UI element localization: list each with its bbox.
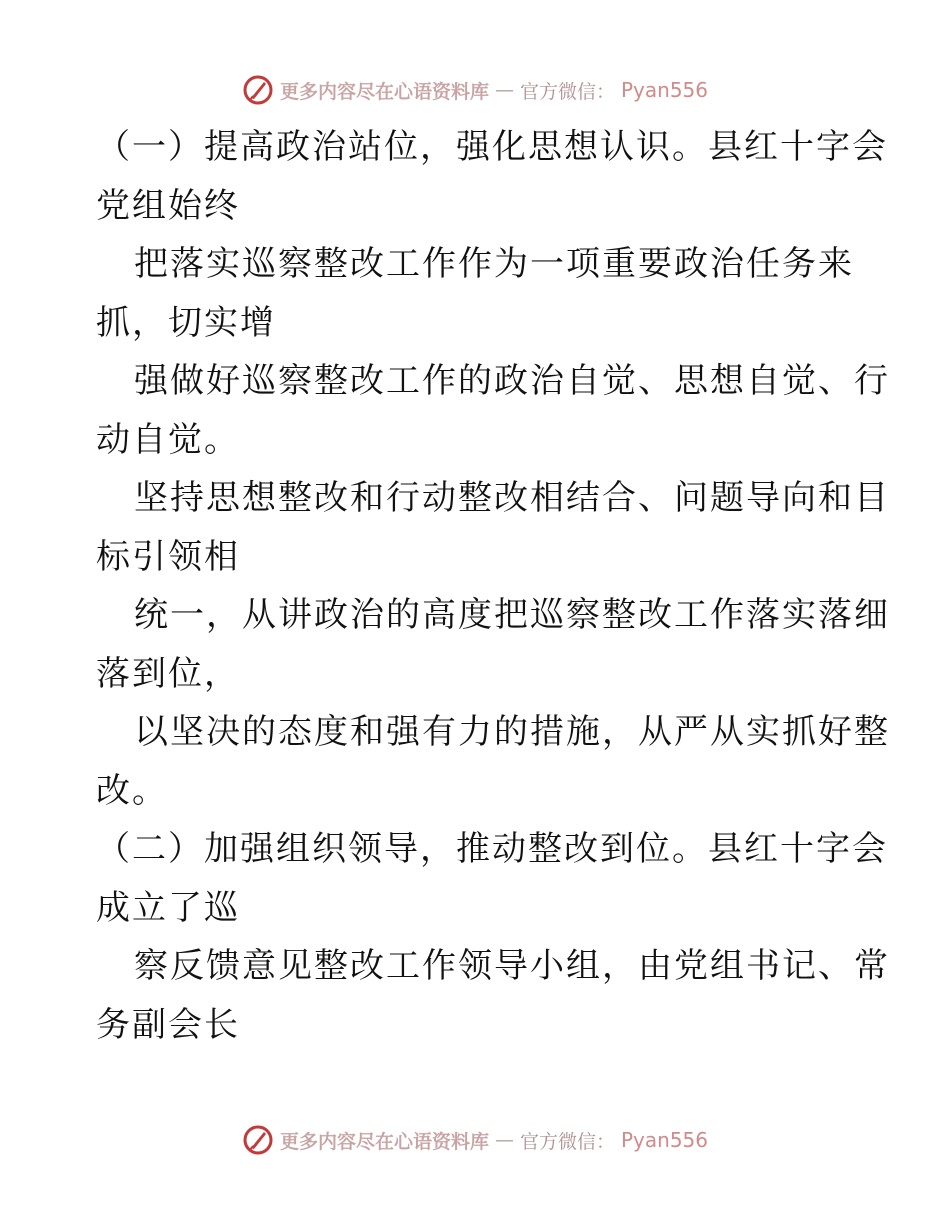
quill-logo-icon bbox=[242, 74, 274, 106]
body-line: 成立了巡 bbox=[96, 887, 240, 928]
body-line: （一）提高政治站位，强化思想认识。县红十字会 bbox=[96, 127, 888, 167]
body-line: （二）加强组织领导，推动整改到位。县红十字会 bbox=[96, 829, 888, 869]
watermark-handle: Pyan556 bbox=[621, 78, 709, 102]
watermark-lead-text: 更多内容尽在心语资料库 bbox=[279, 1130, 489, 1153]
watermark-wechat-label: 官方微信： bbox=[519, 1130, 615, 1153]
body-line: 标引领相 bbox=[96, 536, 240, 577]
watermark-dash: — bbox=[494, 1129, 514, 1151]
body-line: 动自觉。 bbox=[96, 419, 240, 460]
body-line: 坚持思想整改和行动整改相结合、问题导向和目 bbox=[134, 478, 890, 518]
quill-logo-icon bbox=[242, 1124, 274, 1156]
watermark-footer bbox=[0, 1120, 950, 1160]
watermark-dash: — bbox=[494, 79, 514, 101]
body-line: 党组始终 bbox=[96, 185, 240, 226]
body-line: 以坚决的态度和强有力的措施，从严从实抓好整 bbox=[134, 712, 890, 752]
document-body bbox=[96, 118, 890, 1054]
body-line: 落到位， bbox=[96, 653, 240, 694]
watermark-lead-text: 更多内容尽在心语资料库 bbox=[279, 80, 489, 103]
watermark-handle: Pyan556 bbox=[621, 1128, 709, 1152]
body-line: 统一，从讲政治的高度把巡察整改工作落实落细 bbox=[134, 595, 890, 635]
watermark-header bbox=[0, 70, 950, 110]
watermark-wechat-label: 官方微信： bbox=[519, 80, 615, 103]
body-line: 改。 bbox=[96, 770, 168, 811]
body-line: 抓，切实增 bbox=[96, 302, 276, 343]
body-line: 强做好巡察整改工作的政治自觉、思想自觉、行 bbox=[134, 361, 890, 401]
body-line: 务副会长 bbox=[96, 1004, 240, 1045]
body-line: 把落实巡察整改工作作为一项重要政治任务来 bbox=[134, 244, 854, 284]
body-line: 察反馈意见整改工作领导小组，由党组书记、常 bbox=[134, 946, 890, 986]
